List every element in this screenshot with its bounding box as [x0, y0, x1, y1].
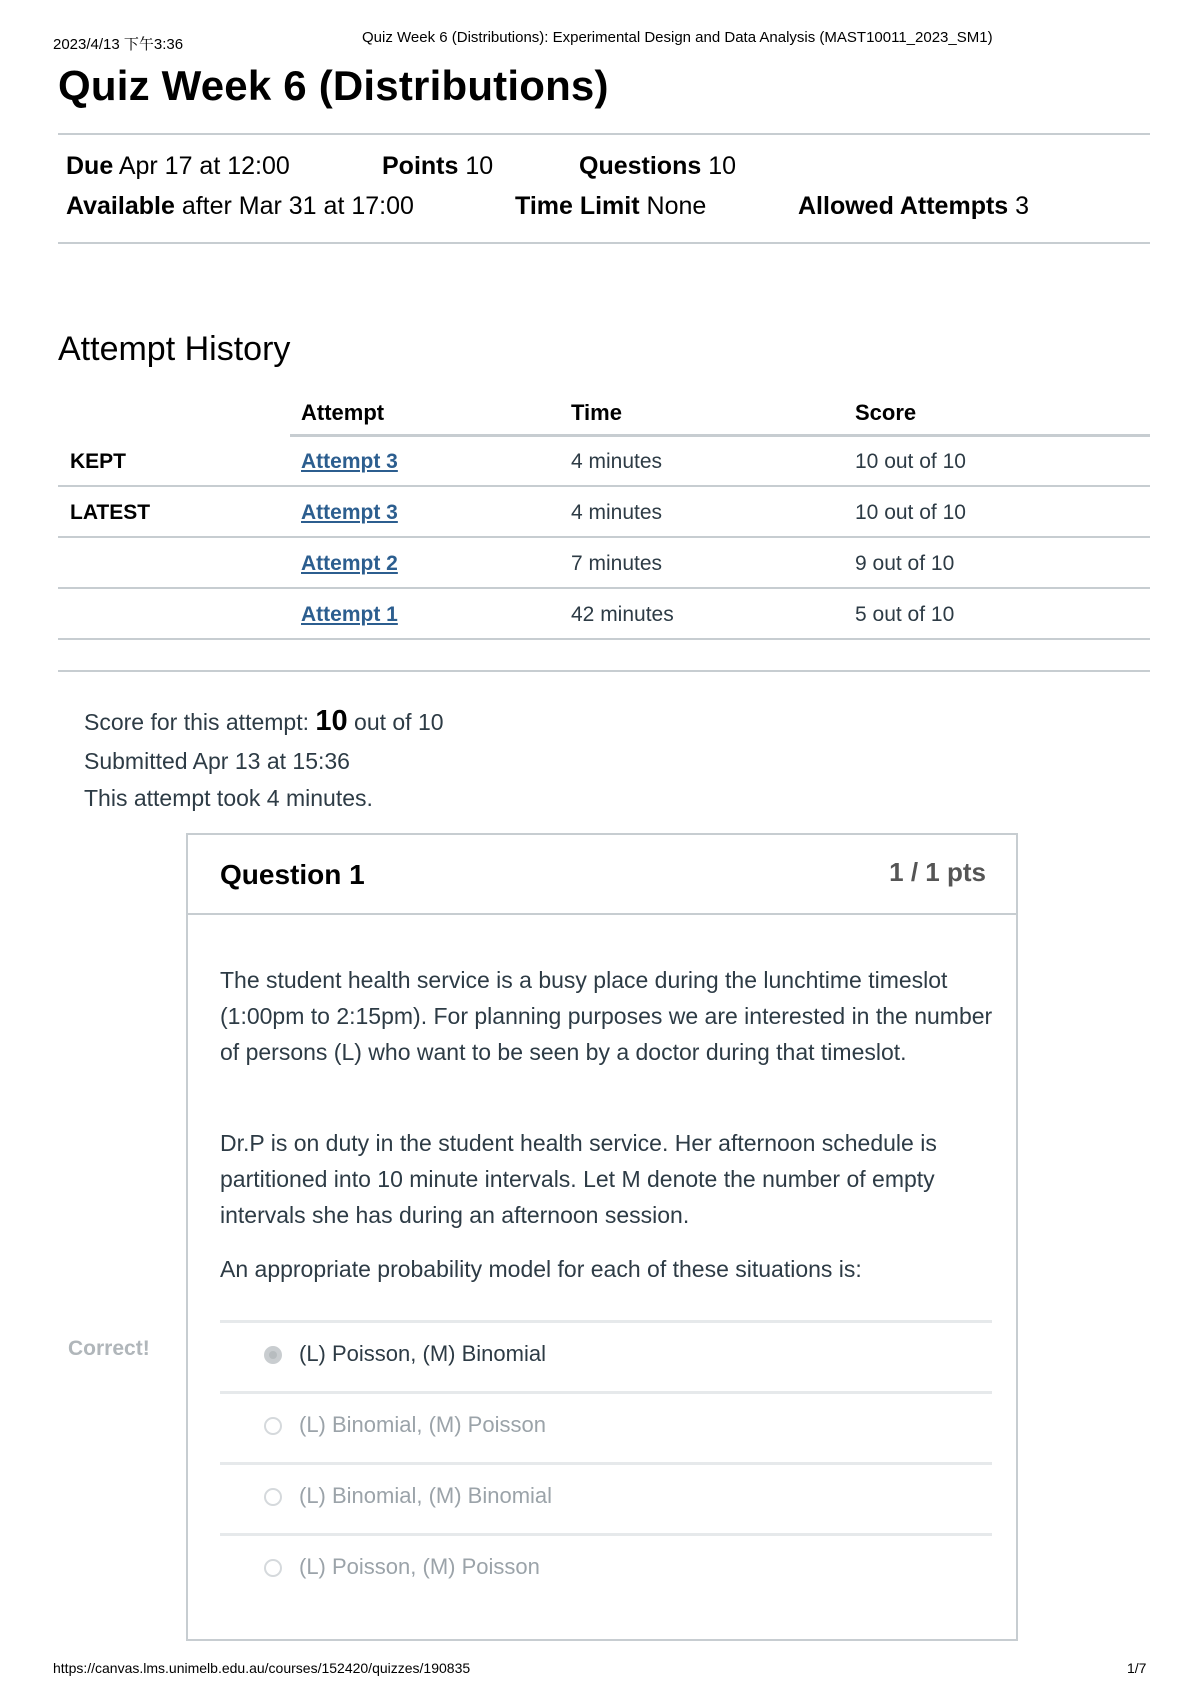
allowed-attempts-value: 3 — [1015, 192, 1030, 220]
attempt-score: 5 out of 10 — [855, 603, 955, 626]
print-page-number: 1/7 — [1127, 1660, 1147, 1676]
score-summary — [84, 705, 444, 738]
attempt-link[interactable]: Attempt 1 — [301, 603, 398, 626]
column-header-attempt: Attempt — [301, 400, 385, 425]
question-prompt: An appropriate probability model for each of these situations is: — [220, 1256, 862, 1282]
answer-option[interactable] — [220, 1533, 992, 1604]
question-paragraph: Dr.P is on duty in the student health service. Her afternoon schedule is partitioned into 10 minute intervals. Let M denote the number of empty intervals she has during an afternoon session. — [220, 1130, 937, 1228]
available-value: after Mar 31 at 17:00 — [181, 192, 414, 220]
answer-option[interactable] — [220, 1462, 992, 1533]
divider — [58, 242, 1150, 244]
question-card — [186, 833, 1018, 1641]
attempt-time: 42 minutes — [571, 603, 674, 626]
questions-info — [579, 152, 736, 181]
score-prefix: Score for this attempt: — [84, 709, 309, 735]
correct-answer-flag — [56, 1328, 186, 1368]
questions-label: Questions — [579, 152, 702, 180]
radio-selected-icon[interactable] — [264, 1346, 282, 1364]
row-divider — [58, 485, 1150, 487]
allowed-attempts-info — [798, 192, 1029, 221]
print-datetime: 2023/4/13 下午3:36 — [53, 36, 184, 53]
answer-label: (L) Poisson, (M) Binomial — [299, 1341, 546, 1366]
attempt-link[interactable]: Attempt 3 — [301, 450, 398, 473]
print-page-title: Quiz Week 6 (Distributions): Experimental Design and Data Analysis (MAST10011_2023_SM1) — [362, 29, 993, 46]
attempt-tag: KEPT — [70, 450, 127, 473]
attempt-tag: LATEST — [70, 501, 151, 524]
time-limit-value: None — [646, 192, 707, 220]
attempt-time: 7 minutes — [571, 552, 663, 575]
print-url: https://canvas.lms.unimelb.edu.au/courses/152420/quizzes/190835 — [53, 1660, 471, 1676]
question-points: 1 / 1 pts — [889, 857, 986, 887]
time-limit-label: Time Limit — [515, 192, 640, 220]
answer-option[interactable] — [220, 1391, 992, 1462]
available-info — [66, 192, 414, 221]
answer-label: (L) Binomial, (M) Poisson — [299, 1412, 546, 1437]
divider — [58, 670, 1150, 672]
attempt-link[interactable]: Attempt 2 — [301, 552, 398, 575]
column-header-score: Score — [855, 400, 917, 425]
radio-icon[interactable] — [264, 1417, 282, 1435]
questions-value: 10 — [708, 152, 737, 180]
due-label: Due — [66, 152, 114, 180]
correct-flag-label: Correct! — [68, 1337, 150, 1360]
score-value: 10 — [315, 705, 348, 737]
answer-option[interactable] — [220, 1320, 992, 1391]
row-divider — [58, 536, 1150, 538]
points-value: 10 — [465, 152, 494, 180]
row-divider — [58, 587, 1150, 589]
row-divider — [58, 638, 1150, 640]
due-value: Apr 17 at 12:00 — [118, 152, 290, 180]
attempt-score: 10 out of 10 — [855, 450, 966, 473]
divider — [58, 133, 1150, 135]
table-row — [58, 539, 1150, 589]
attempt-duration-text: This attempt took 4 minutes. — [84, 785, 373, 811]
points-info — [382, 152, 493, 181]
available-label: Available — [66, 192, 175, 220]
attempt-link[interactable]: Attempt 3 — [301, 501, 398, 524]
attempt-history-title: Attempt History — [58, 330, 291, 368]
submitted-text: Submitted Apr 13 at 15:36 — [84, 748, 350, 774]
attempt-score: 9 out of 10 — [855, 552, 955, 575]
attempt-time: 4 minutes — [571, 501, 663, 524]
answer-label: (L) Binomial, (M) Binomial — [299, 1483, 553, 1508]
question-header — [188, 835, 1016, 915]
radio-icon[interactable] — [264, 1559, 282, 1577]
answer-label: (L) Poisson, (M) Poisson — [299, 1554, 540, 1579]
attempt-score: 10 out of 10 — [855, 501, 966, 524]
answer-list — [220, 1320, 992, 1604]
table-row — [58, 488, 1150, 538]
radio-icon[interactable] — [264, 1488, 282, 1506]
question-paragraph: The student health service is a busy place during the lunchtime timeslot (1:00pm to 2:15pm). For planning purposes we are interested in the number of persons (L) who want to be seen by a doctor during that timeslot. — [220, 967, 993, 1065]
attempt-time: 4 minutes — [571, 450, 663, 473]
page-title: Quiz Week 6 (Distributions) — [58, 62, 609, 109]
allowed-attempts-label: Allowed Attempts — [798, 192, 1009, 220]
score-suffix: out of 10 — [354, 709, 444, 735]
time-limit-info — [515, 192, 706, 221]
points-label: Points — [382, 152, 459, 180]
due-info — [66, 152, 290, 181]
table-row — [58, 590, 1150, 640]
table-row — [58, 437, 1150, 487]
question-name: Question 1 — [220, 859, 365, 890]
column-header-time: Time — [571, 400, 622, 425]
